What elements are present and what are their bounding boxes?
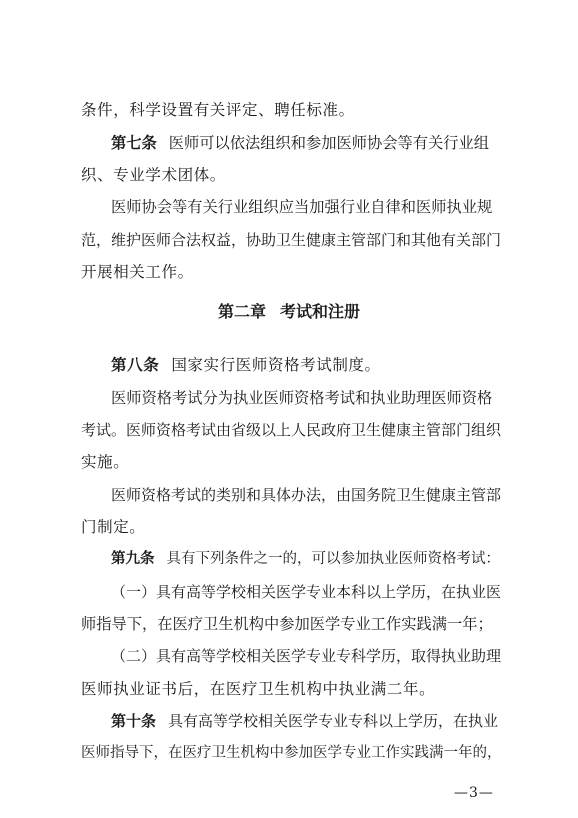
line-text: （二）具有高等学校相关医学专业专科学历，取得执业助理 — [111, 647, 502, 665]
line-text: 医师协会等有关行业组织应当加强行业自律和医师执业规 — [111, 198, 493, 216]
page-number: —3— — [454, 785, 494, 801]
text-line — [111, 388, 501, 408]
article-10-heading: 第十条 — [111, 712, 157, 730]
text-line — [111, 197, 501, 217]
article-8-line — [111, 355, 501, 375]
chapter-heading — [0, 301, 578, 323]
article-8-heading: 第八条 — [111, 356, 160, 374]
text-line — [111, 646, 501, 666]
article-7-line — [111, 133, 501, 153]
text-line — [111, 485, 501, 505]
line-text: 医师资格考试的类别和具体办法，由国务院卫生健康主管部 — [111, 486, 502, 504]
text-line — [81, 679, 501, 699]
line-text: 条件，科学设置有关评定、聘任标准。 — [81, 101, 355, 119]
line-text: 医师可以依法组织和参加医师协会等有关行业组 — [168, 134, 489, 152]
text-line — [81, 614, 501, 634]
line-text: 医师指导下，在医疗卫生机构中参加医学专业工作实践满一年的， — [81, 745, 502, 761]
line-text: 开展相关工作。 — [81, 263, 194, 281]
line-text: 门制定。 — [81, 518, 146, 536]
article-7-heading: 第七条 — [111, 134, 157, 152]
text-line — [81, 165, 501, 185]
line-text: 考试。医师资格考试由省级以上人民政府卫生健康主管部门组织 — [81, 421, 502, 439]
line-text: 织、专业学术团体。 — [81, 166, 226, 184]
text-line — [81, 517, 501, 537]
line-text: 实施。 — [81, 453, 130, 471]
line-text: 医师资格考试分为执业医师资格考试和执业助理医师资格 — [111, 389, 493, 407]
line-text: 范，维护医师合法权益，协助卫生健康主管部门和其他有关部门 — [81, 231, 502, 249]
text-line — [81, 452, 501, 472]
article-9-line — [111, 549, 501, 569]
line-text: 医师执业证书后，在医疗卫生机构中执业满二年。 — [81, 680, 436, 698]
line-text: 具有高等学校相关医学专业专科以上学历，在执业 — [168, 712, 499, 730]
article-10-line — [111, 711, 501, 731]
text-line — [81, 262, 501, 282]
chapter-number: 第二章 — [217, 302, 266, 321]
line-text: 具有下列条件之一的，可以参加执业医师资格考试： — [166, 551, 500, 567]
line-text: 国家实行医师资格考试制度。 — [171, 356, 381, 374]
line-text: （一）具有高等学校相关医学专业本科以上学历，在执业医 — [111, 583, 502, 601]
text-line — [81, 100, 501, 120]
text-line — [81, 743, 501, 763]
text-line — [111, 582, 501, 602]
line-text: 师指导下，在医疗卫生机构中参加医学专业工作实践满一年； — [81, 615, 493, 633]
text-line — [81, 230, 501, 250]
text-line — [81, 420, 501, 440]
chapter-title: 考试和注册 — [280, 302, 361, 321]
article-9-heading: 第九条 — [111, 551, 155, 567]
